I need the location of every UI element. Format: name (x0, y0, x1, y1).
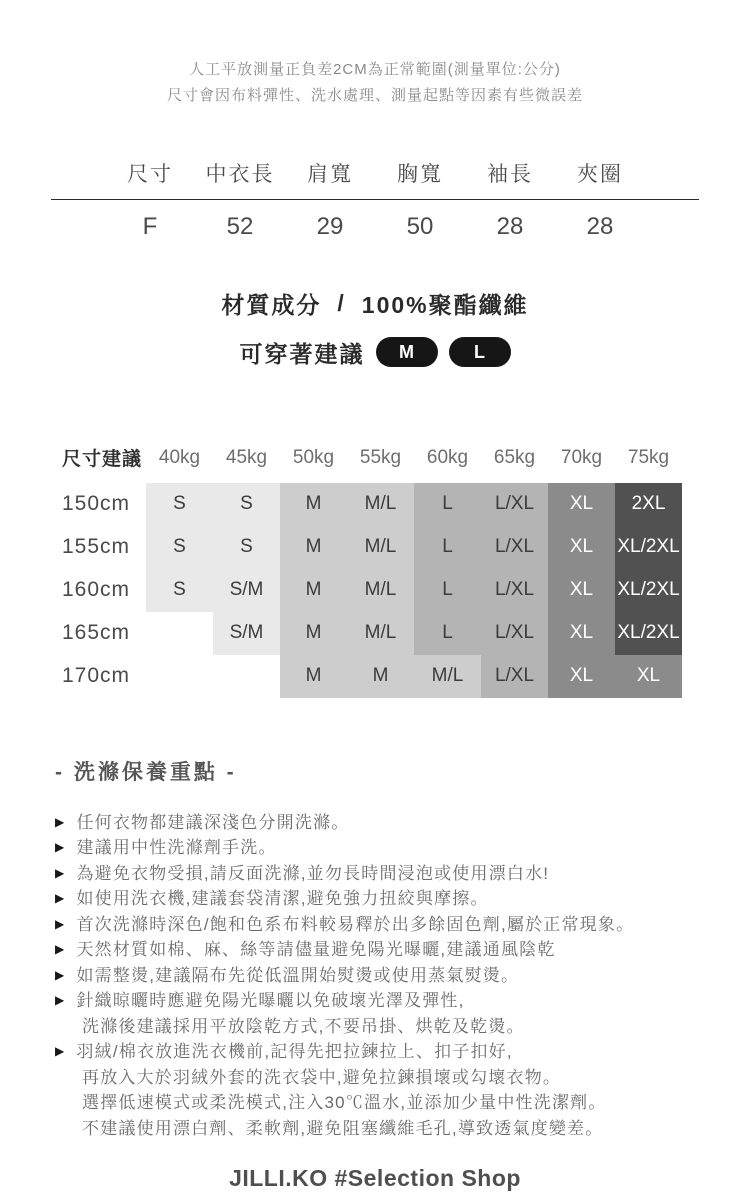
care-item-continuation (55, 1065, 750, 1091)
size-chart-row (62, 655, 750, 698)
size-cell: M/L (414, 655, 481, 698)
disclaimer-line-2: 尺寸會因布料彈性、洗水處理、測量起點等因素有些微誤差 (166, 87, 583, 105)
size-cell: XL (548, 569, 615, 612)
spec-table-divider (51, 199, 699, 200)
spec-value-shoulder: 29 (316, 212, 344, 240)
disclaimer-line-1: 人工平放測量正負差2CM為正常範圍(測量單位:公分) (189, 61, 561, 78)
size-chart-row (62, 612, 750, 655)
size-cell: XL (615, 655, 682, 698)
size-cell: M/L (347, 526, 414, 569)
spec-table-value-row (0, 213, 750, 241)
bullet-triangle-icon: ▶ (55, 942, 66, 956)
bullet-triangle-icon: ▶ (55, 865, 66, 880)
size-cell: M (280, 612, 347, 655)
care-item-continuation (55, 1014, 750, 1040)
size-cell: M (280, 483, 347, 526)
size-chart-matrix (62, 441, 750, 698)
size-cell: M/L (347, 483, 414, 526)
spec-value-sleeve: 28 (496, 212, 524, 240)
care-list (55, 810, 750, 1142)
spec-value-length: 52 (226, 212, 254, 240)
size-cell: L/XL (481, 569, 548, 612)
care-text: 如使用洗衣機,建議套袋清潔,避免強力扭絞與摩擦。 (76, 889, 489, 908)
spec-value-armhole: 28 (586, 212, 614, 240)
size-badge-m: M (376, 337, 438, 367)
care-item (55, 912, 750, 938)
height-label: 165cm (62, 621, 131, 644)
care-item (55, 886, 750, 912)
size-chart-body (62, 483, 750, 698)
size-cell: XL/2XL (615, 612, 682, 655)
spec-table (0, 158, 750, 241)
care-item-continuation (55, 1090, 750, 1116)
size-cell: L/XL (481, 483, 548, 526)
spec-table-header-row (0, 158, 750, 188)
size-cell (146, 612, 213, 655)
size-cell: XL/2XL (615, 569, 682, 612)
size-cell: L/XL (481, 655, 548, 698)
care-item (55, 937, 750, 963)
spec-header-shoulder: 肩寬 (307, 162, 353, 186)
care-text: 天然材質如棉、麻、絲等請儘量避免陽光曝曬,建議通風陰乾 (76, 940, 556, 959)
size-chart-header-row (62, 441, 750, 475)
size-cell: M (347, 655, 414, 698)
care-text: 建議用中性洗滌劑手洗。 (76, 838, 277, 857)
height-label: 170cm (62, 664, 131, 687)
height-label: 160cm (62, 578, 131, 601)
weight-header: 55kg (359, 446, 402, 468)
care-item (55, 1039, 750, 1065)
size-cell: M (280, 655, 347, 698)
measurement-disclaimer (0, 0, 750, 110)
weight-header: 50kg (292, 446, 335, 468)
care-text: 洗滌後建議採用平放陰乾方式,不要吊掛、烘乾及乾燙。 (82, 1016, 525, 1036)
care-text: 針織晾曬時應避免陽光曝曬以免破壞光澤及彈性, (76, 991, 465, 1010)
bullet-triangle-icon: ▶ (55, 916, 66, 931)
size-cell: L (414, 526, 481, 569)
care-item (55, 861, 750, 887)
spec-header-length: 中衣長 (205, 162, 275, 186)
material-value: 100%聚酯纖維 (361, 291, 529, 318)
spec-header-armhole: 夾圈 (577, 162, 623, 186)
care-item (55, 810, 750, 836)
height-label: 150cm (62, 492, 131, 515)
weight-header: 40kg (158, 446, 201, 468)
spec-header-sleeve: 袖長 (487, 162, 533, 186)
size-cell: S/M (213, 569, 280, 612)
weight-header: 70kg (560, 446, 603, 468)
spec-header-chest: 胸寬 (397, 162, 443, 186)
size-cell: XL/2XL (615, 526, 682, 569)
weight-header: 65kg (493, 446, 536, 468)
size-cell (213, 655, 280, 698)
size-chart-corner-label: 尺寸建議 (62, 449, 143, 470)
material-row (0, 287, 750, 320)
care-item (55, 988, 750, 1014)
bullet-triangle-icon: ▶ (55, 1044, 66, 1058)
care-item (55, 963, 750, 989)
size-cell: XL (548, 612, 615, 655)
size-badge-l: L (449, 337, 511, 367)
bullet-triangle-icon: ▶ (55, 840, 66, 854)
size-cell: M/L (347, 612, 414, 655)
size-chart-row (62, 526, 750, 569)
size-cell: 2XL (615, 483, 682, 526)
shop-footer-logo: JILLI.KO #Selection Shop (229, 1165, 521, 1191)
care-text: 任何衣物都建議深淺色分開洗滌。 (76, 812, 350, 832)
size-cell: XL (548, 655, 615, 698)
care-text: 再放入大於羽絨外套的洗衣袋中,避免拉鍊損壞或勾壞衣物。 (82, 1067, 562, 1087)
size-cell: M/L (347, 569, 414, 612)
bullet-triangle-icon: ▶ (55, 891, 66, 905)
material-separator: / (337, 289, 346, 316)
weight-header: 60kg (426, 446, 469, 468)
size-cell: M (280, 569, 347, 612)
size-cell: M (280, 526, 347, 569)
care-text: 如需整燙,建議隔布先從低溫開始熨燙或使用蒸氣熨燙。 (76, 965, 520, 985)
spec-value-chest: 50 (406, 212, 434, 240)
care-text: 羽絨/棉衣放進洗衣機前,記得先把拉鍊拉上、扣子扣好, (76, 1042, 513, 1061)
height-label: 155cm (62, 535, 131, 558)
wearing-advice-row (0, 336, 750, 369)
material-label: 材質成分 (221, 291, 322, 318)
size-cell: L/XL (481, 612, 548, 655)
size-cell: L (414, 612, 481, 655)
size-cell: XL (548, 483, 615, 526)
size-cell: S (213, 483, 280, 526)
spec-value-size: F (142, 212, 158, 240)
weight-header: 75kg (627, 446, 670, 468)
size-cell: S (146, 526, 213, 569)
size-cell: L (414, 569, 481, 612)
size-cell: S (213, 526, 280, 569)
care-section (55, 756, 750, 1142)
size-cell (146, 655, 213, 698)
size-cell: S (146, 483, 213, 526)
care-text: 首次洗滌時深色/飽和色系布料較易釋於出多餘固色劑,屬於正常現象。 (76, 914, 635, 934)
spec-header-size: 尺寸 (127, 162, 173, 186)
size-cell: XL (548, 526, 615, 569)
care-text: 選擇低速模式或柔洗模式,注入30℃溫水,並添加少量中性洗潔劑。 (82, 1093, 607, 1112)
care-item (55, 835, 750, 861)
bullet-triangle-icon: ▶ (55, 993, 66, 1007)
bullet-triangle-icon: ▶ (55, 814, 66, 829)
size-cell: S (146, 569, 213, 612)
care-text: 為避免衣物受損,請反面洗滌,並勿長時間浸泡或使用漂白水! (76, 863, 550, 883)
size-chart-row (62, 483, 750, 526)
care-section-title: - 洗滌保養重點 - (55, 760, 237, 784)
bullet-triangle-icon: ▶ (55, 967, 66, 982)
care-item-continuation (55, 1116, 750, 1142)
size-cell: L/XL (481, 526, 548, 569)
care-text: 不建議使用漂白劑、柔軟劑,避免阻塞纖維毛孔,導致透氣度變差。 (82, 1118, 604, 1138)
size-cell: S/M (213, 612, 280, 655)
size-chart-row (62, 569, 750, 612)
size-cell: L (414, 483, 481, 526)
wearing-advice-label: 可穿著建議 (239, 340, 365, 367)
weight-header: 45kg (225, 446, 268, 468)
